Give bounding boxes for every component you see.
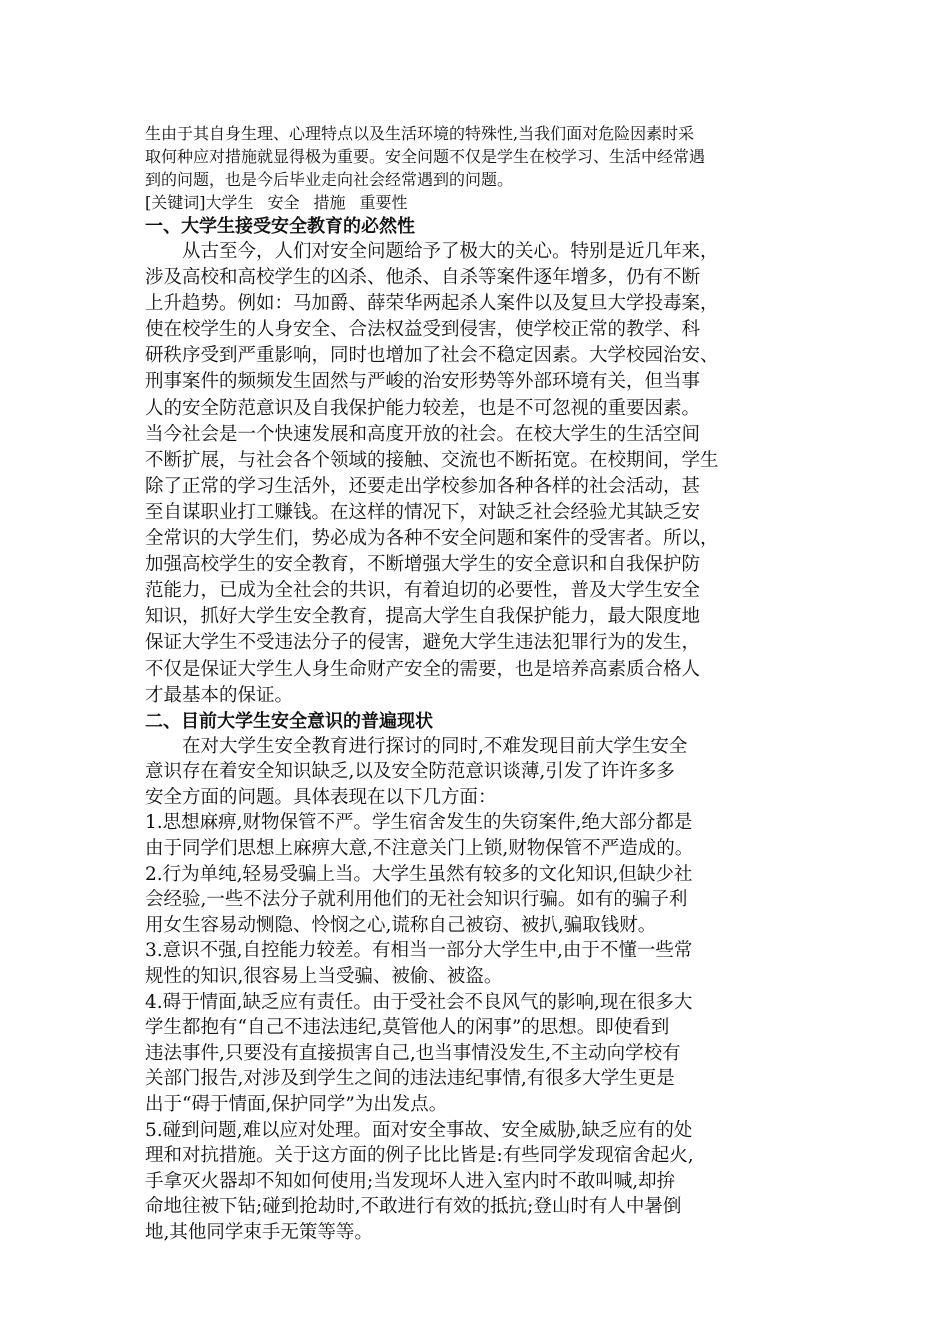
keyword: 安全 <box>267 193 300 212</box>
section-1-text-line: 知识，抓好大学生安全教育，提高大学生自我保护能力，最大限度地 <box>145 606 701 628</box>
section-2-text-line: 理和对抗措施。关于这方面的例子比比皆是:有些同学发现宿舍起火, <box>145 1145 694 1167</box>
section-2-text-line: 3.意识不强,自控能力较差。有相当一部分大学生中,由于不懂一些常 <box>145 940 693 962</box>
keyword: 措施 <box>313 193 346 212</box>
keyword: 重要性 <box>359 193 408 212</box>
keyword: 大学生 <box>205 193 254 212</box>
section-2-text-line: 命地往被下钻;碰到抢劫时,不敢进行有效的抵抗;登山时有人中暑倒 <box>145 1196 682 1218</box>
abstract-line: 生由于其自身生理、心理特点以及生活环境的特殊性,当我们面对危险因素时采 <box>145 124 695 143</box>
section-1-text-line: 使在校学生的人身安全、合法权益受到侵害，使学校正常的教学、科 <box>145 319 701 341</box>
section-2-text-line: 出于“碍于情面,保护同学”为出发点。 <box>145 1094 448 1115</box>
section-2-text-line: 5.碰到问题,难以应对处理。面对安全事故、安全威胁,缺乏应有的处 <box>145 1119 693 1141</box>
section-1-text-line: 研秩序受到严重影响，同时也增加了社会不稳定因素。大学校园治安、 <box>145 345 719 367</box>
section-2-text-line: 关部门报告,对涉及到学生之间的违法违纪事情,有很多大学生更是 <box>145 1068 675 1090</box>
section-1-text-line: 不仅是保证大学生人身生命财产安全的需要，也是培养高素质合格人 <box>145 658 701 680</box>
abstract-line: 取何种应对措施就显得极为重要。安全问题不仅是学生在校学习、生活中经常遇 <box>145 147 706 166</box>
section-2-text-line: 4.碍于情面,缺乏应有责任。由于受社会不良风气的影响,现在很多大 <box>145 991 693 1013</box>
section-1 <box>145 214 811 709</box>
section-1-text-line: 加强高校学生的安全教育，不断增强大学生的安全意识和自我保护防 <box>145 554 701 576</box>
section-1-text-line: 才最基本的保证。 <box>145 684 294 706</box>
section-1-text-line: 从古至今，人们对安全问题给予了极大的关心。特别是近几年来， <box>145 241 719 262</box>
section-2-heading: 二、目前大学生安全意识的普遍现状 <box>145 710 433 732</box>
section-2-text-line: 手拿灭火器却不知如何使用;当发现坏人进入室内时不敢叫喊,却拚 <box>145 1170 676 1192</box>
abstract-block <box>145 122 811 191</box>
section-2-text-line: 学生都抱有“自己不违法违纪,莫管他人的闲事”的思想。即使看到 <box>145 1017 670 1039</box>
section-2-text-line: 会经验,一些不法分子就利用他们的无社会知识行骗。如有的骗子利 <box>145 889 688 911</box>
keywords-label: [关键词] <box>145 193 206 212</box>
section-1-text-line: 除了正常的学习生活外，还要走出学校参加各种各样的社会活动，甚 <box>145 475 701 497</box>
keywords-line <box>145 191 811 214</box>
section-2-text-line: 2.行为单纯,轻易受骗上当。大学生虽然有较多的文化知识,但缺少社 <box>145 863 693 885</box>
section-2-text-line: 安全方面的问题。具体表现在以下几方面： <box>145 786 497 808</box>
section-1-text-line: 刑事案件的频频发生固然与严峻的治安形势等外部环境有关，但当事 <box>145 371 701 393</box>
document-page <box>145 122 811 1246</box>
section-2-text-line: 规性的知识,很容易上当受骗、被偷、被盗。 <box>145 966 503 988</box>
section-1-text-line: 涉及高校和高校学生的凶杀、他杀、自杀等案件逐年增多，仍有不断 <box>145 267 701 289</box>
section-1-heading: 一、大学生接受安全教育的必然性 <box>145 216 415 237</box>
section-1-text-line: 不断扩展，与社会各个领域的接触、交流也不断拓宽。在校期间，学生 <box>145 449 719 471</box>
section-2-text-line: 用女生容易动恻隐、怜悯之心,谎称自己被窃、被扒,骗取钱财。 <box>145 914 657 936</box>
section-1-text-line: 上升趋势。例如：马加爵、薛荣华两起杀人案件以及复旦大学投毒案， <box>145 293 719 315</box>
section-1-text-line: 保证大学生不受违法分子的侵害，避免大学生违法犯罪行为的发生， <box>145 632 701 654</box>
section-2-text-line: 地,其他同学束手无策等等。 <box>145 1221 373 1243</box>
section-2-text-line: 违法事件,只要没有直接损害自己,也当事情没发生,不主动向学校有 <box>145 1042 681 1064</box>
section-2-text-line: 1.思想麻痹,财物保管不严。学生宿舍发生的失窃案件,绝大部分都是 <box>145 812 693 834</box>
section-2-text-line: 由于同学们思想上麻痹大意,不注意关门上锁,财物保管不严造成的。 <box>145 838 694 860</box>
section-1-text-line: 当今社会是一个快速发展和高度开放的社会。在校大学生的生活空间 <box>145 423 701 445</box>
section-1-text-line: 至自谋职业打工赚钱。在这样的情况下，对缺乏社会经验尤其缺乏安 <box>145 501 701 523</box>
section-2-text-line: 意识存在着安全知识缺乏,以及安全防范意识谈薄,引发了许许多多 <box>145 761 675 783</box>
section-1-text-line: 范能力，已成为全社会的共识，有着迫切的必要性，普及大学生安全 <box>145 580 701 602</box>
section-2 <box>145 709 811 1246</box>
abstract-line: 到的问题，也是今后毕业走向社会经常遇到的问题。 <box>145 170 514 189</box>
section-1-text-line: 人的安全防范意识及自我保护能力较差，也是不可忽视的重要因素。 <box>145 397 701 419</box>
section-2-text-line: 在对大学生安全教育进行探讨的同时,不难发现目前大学生安全 <box>145 735 688 757</box>
section-1-text-line: 全常识的大学生们，势必成为各种不安全问题和案件的受害者。所以， <box>145 528 719 550</box>
